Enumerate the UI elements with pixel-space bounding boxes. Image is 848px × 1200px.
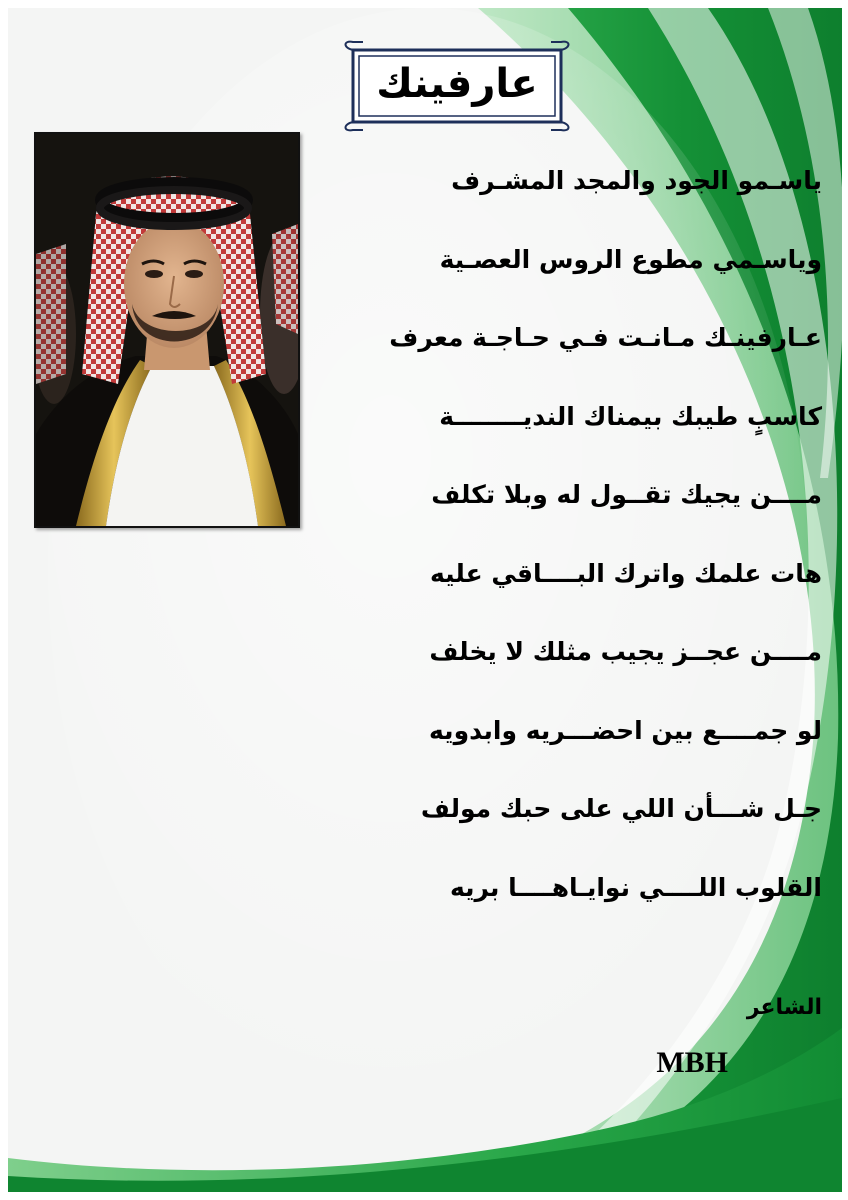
verse-line: مــــن عجــز يجيب مثلك لا يخلف xyxy=(429,637,822,666)
poet-initials: MBH xyxy=(656,1046,728,1079)
page-title: عارفينك xyxy=(376,61,538,107)
verse-line: كاسبٍ طيبك بيمناك النديــــــــة xyxy=(439,401,822,431)
title-banner xyxy=(341,38,573,134)
poem-text xyxy=(308,158,828,943)
verse-line: لو جمــــع بين احضـــريه وابدويه xyxy=(429,715,822,745)
poem-page xyxy=(8,8,842,1192)
verse-line: عـارفينـك مـانـت فـي حـاجـة معرف xyxy=(389,323,822,352)
poet-signature xyxy=(568,978,828,1088)
poet-label: الشاعر xyxy=(746,995,822,1020)
portrait-photo xyxy=(34,132,300,528)
verse-line: هات علمك واترك البــــاقي عليه xyxy=(430,558,822,588)
verse-line: مــــن يجيك تقــول له وبلا تكلف xyxy=(431,480,822,509)
verse-line: ياسـمو الجود والمجد المشـرف xyxy=(451,166,822,195)
verse-line: جـل شـــأن اللي على حبك مولف xyxy=(420,794,822,823)
verse-line: القلوب اللــــي نوايـاهــــا بريه xyxy=(449,872,822,902)
verse-line: وياسـمي مطوع الروس العصـية xyxy=(439,244,822,274)
